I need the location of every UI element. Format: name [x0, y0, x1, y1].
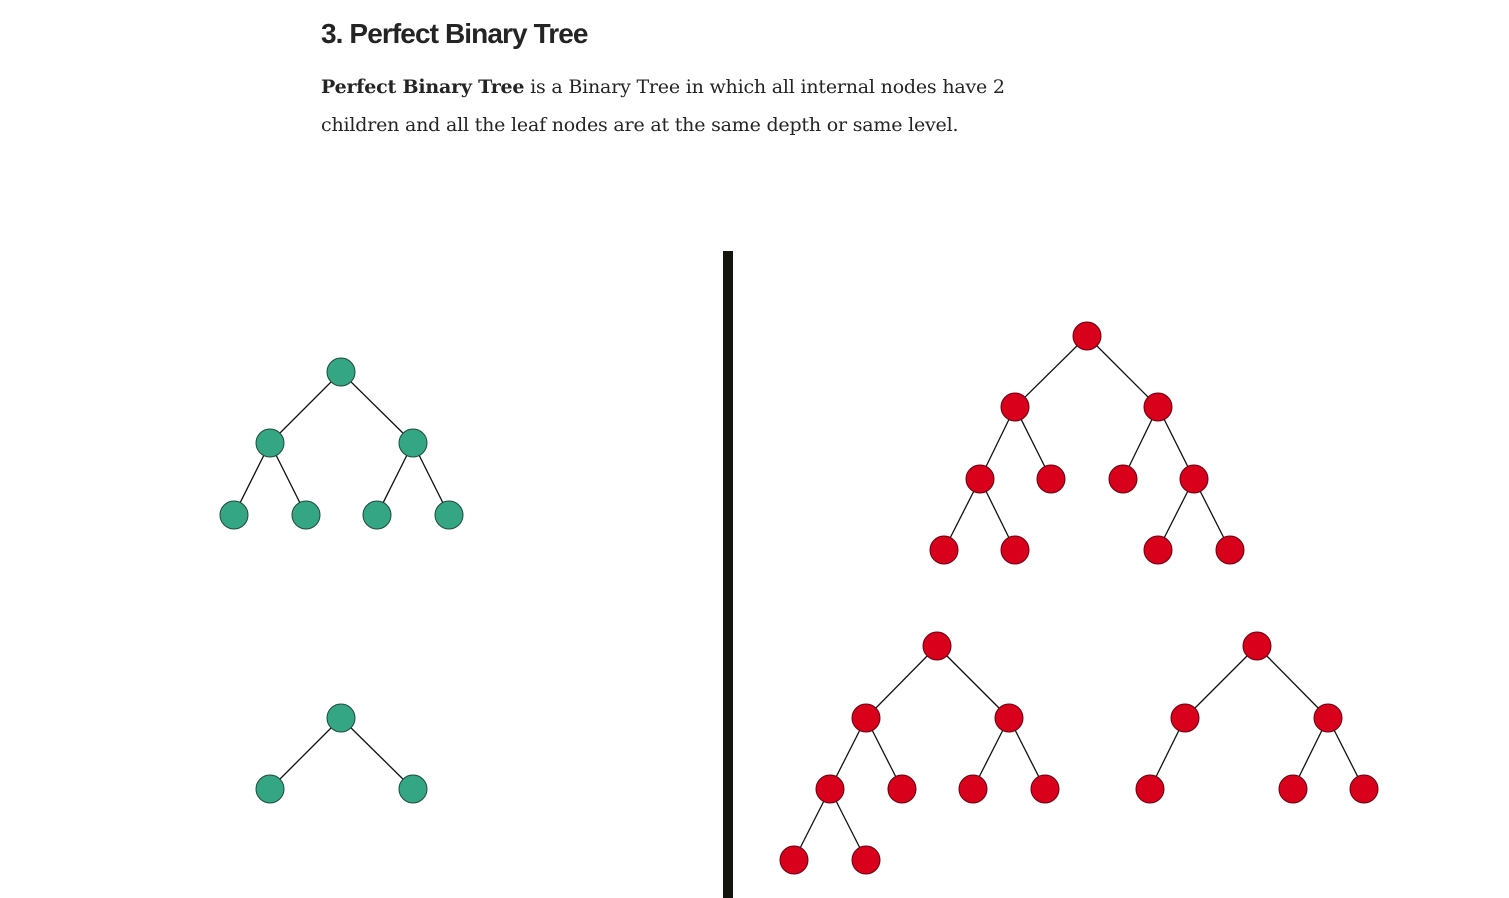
tree-node — [327, 358, 355, 386]
tree-node — [1171, 704, 1199, 732]
tree-node — [1180, 465, 1208, 493]
tree-node — [930, 536, 958, 564]
tree-node — [1350, 775, 1378, 803]
tree-node — [1073, 322, 1101, 350]
tree-edge — [1185, 646, 1257, 718]
tree-node — [966, 465, 994, 493]
section-heading: 3. Perfect Binary Tree — [321, 18, 588, 49]
perfect-tree-three-levels — [220, 358, 463, 529]
tree-edge — [270, 372, 341, 443]
tree-node — [256, 775, 284, 803]
tree-edge — [1257, 646, 1328, 718]
tree-edge — [270, 718, 341, 789]
tree-node — [816, 775, 844, 803]
perfect-tree-two-levels — [256, 704, 427, 803]
tree-node — [435, 501, 463, 529]
tree-node — [852, 704, 880, 732]
tree-edge — [1015, 336, 1087, 407]
tree-node — [1109, 465, 1137, 493]
tree-node — [1216, 536, 1244, 564]
tree-node — [1144, 393, 1172, 421]
tree-edge — [937, 646, 1009, 718]
tree-node — [399, 775, 427, 803]
paragraph-term: Perfect Binary Tree — [321, 76, 525, 98]
tree-node — [256, 429, 284, 457]
tree-node — [923, 632, 951, 660]
tree-node — [1279, 775, 1307, 803]
tree-node — [780, 846, 808, 874]
tree-edge — [341, 372, 413, 443]
tree-edge — [1087, 336, 1158, 407]
tree-node — [327, 704, 355, 732]
tree-node — [888, 775, 916, 803]
non-perfect-tree-top — [930, 322, 1244, 564]
non-perfect-tree-bottom-right — [1136, 632, 1378, 803]
tree-node — [1031, 775, 1059, 803]
tree-node — [1314, 704, 1342, 732]
tree-node — [852, 846, 880, 874]
tree-node — [399, 429, 427, 457]
tree-node — [959, 775, 987, 803]
tree-node — [1144, 536, 1172, 564]
tree-node — [1001, 536, 1029, 564]
tree-node — [1243, 632, 1271, 660]
figure-divider — [723, 251, 733, 898]
tree-node — [363, 501, 391, 529]
tree-node — [220, 501, 248, 529]
tree-node — [1001, 393, 1029, 421]
paragraph-text: is a Binary Tree in which all internal nodes have 2 children and all the leaf nodes are at the same depth or same level. — [321, 76, 1005, 136]
tree-node — [292, 501, 320, 529]
tree-node — [1136, 775, 1164, 803]
tree-node — [1037, 465, 1065, 493]
tree-node — [995, 704, 1023, 732]
tree-edge — [341, 718, 413, 789]
non-perfect-tree-bottom-left — [780, 632, 1059, 874]
tree-edge — [866, 646, 937, 718]
